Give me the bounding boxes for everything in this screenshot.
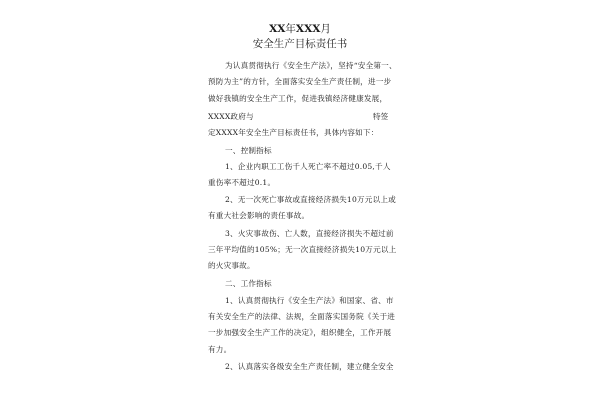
body-line-4: XXXX政府与 (208, 112, 254, 121)
section-heading-work: 二、工作指标 (225, 279, 272, 288)
body-line-7: 1、企业内职工工伤千人死亡率不超过0.05,千人 (225, 162, 391, 171)
body-line-19: 2、认真落实各级安全生产责任制，建立健全安全 (225, 362, 394, 371)
body-line-15: 1、认真贯彻执行《安全生产法》和国家、省、市 (225, 296, 394, 305)
body-line-12: 三年平均值的105%；无一次直接经济损失10万元以上 (208, 245, 397, 254)
document-date (0, 22, 600, 36)
year-char: 年 (285, 23, 296, 35)
month-char: 月 (320, 23, 331, 35)
date-year-placeholder: XX (269, 23, 286, 35)
sign-suffix: 特签 (373, 112, 389, 121)
body-line-17: 一步加强安全生产工作的决定》，组织健全，工作开展 (208, 328, 392, 337)
body-line-11: 3、火灾事故伤、亡人数，直接经济损失不超过前 (225, 229, 394, 238)
body-line-18: 有力。 (208, 345, 232, 354)
body-line-1: 为认真贯彻执行《安全生产法》，坚持“安全第一、 (225, 61, 397, 70)
date-month-placeholder: XXX (295, 23, 321, 35)
document-title: 安全生产目标责任书 (252, 38, 348, 50)
body-line-2: 预防为主”的方针，全面落实安全生产责任制，进一步 (208, 77, 392, 86)
body-line-9: 2、无一次死亡事故或直接经济损失10万元以上或 (225, 195, 396, 204)
body-line-13: 的火灾事故。 (208, 261, 255, 270)
body-line-5: 定XXXX年安全生产目标责任书，具体内容如下： (208, 128, 379, 137)
section-heading-control: 一、控制指标 (225, 146, 272, 155)
body-line-16: 有关安全生产的法律、法规，全面落实国务院《关于进 (208, 312, 396, 321)
body-line-8: 重伤率不超过0.1。 (208, 178, 276, 187)
body-line-3: 做好我镇的安全生产工作，促进我镇经济健康发展， (208, 94, 388, 103)
body-line-10: 有重大社会影响的责任事故。 (208, 211, 310, 220)
